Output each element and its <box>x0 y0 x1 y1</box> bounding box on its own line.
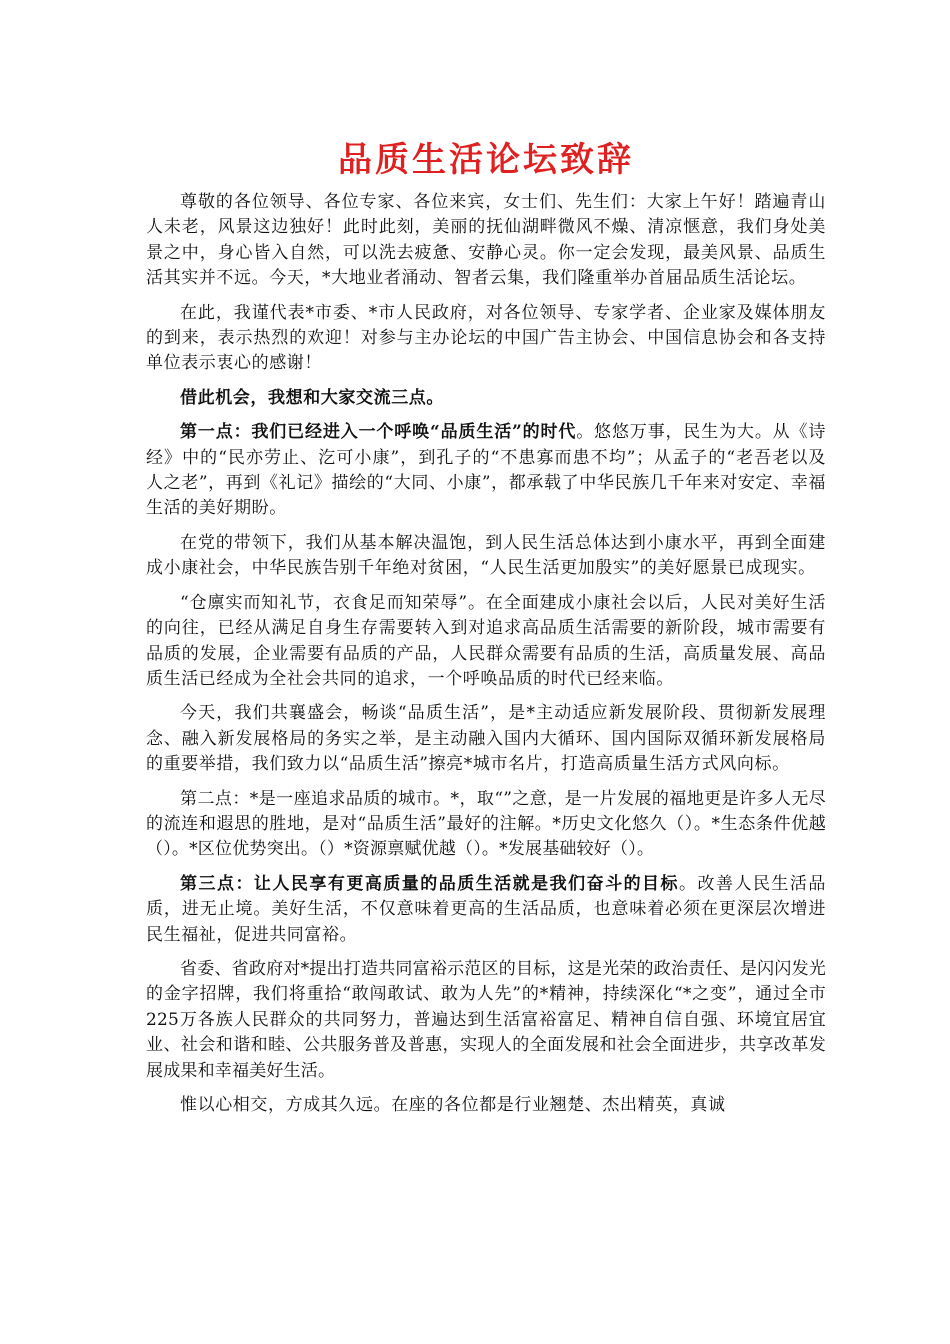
paragraph-point-two <box>146 787 826 863</box>
paragraph-text: 。改善人民生活品质，进无止境。美好生活，不仅意味着更高的生活品质，也意味着必须在更深层次增进民生福祉，促进共同富裕。 <box>146 873 826 945</box>
paragraph-text: 。悠悠万事，民生为大。从《诗经》中的“民亦劳止、汔可小康”，到孔子的“不患寡而患不均”；从孟子的“老吾老以及人之老”，再到《礼记》描绘的“大同、小康”，都承载了中华民族几千年来对安定、幸福生活的美好期盼。 <box>146 422 826 519</box>
paragraph-text: 惟以心相交，方成其久远。在座的各位都是行业翘楚、杰出精英，真诚 <box>180 1095 726 1115</box>
paragraph-text: 在此，我谨代表*市委、*市人民政府，对各位领导、专家学者、企业家及媒体朋友的到来，表示热烈的欢迎！对参与主办论坛的中国广告主协会、中国信息协会和各支持单位表示衷心的感谢！ <box>146 302 826 374</box>
paragraph-text: “仓廪实而知礼节，衣食足而知荣辱”。在全面建成小康社会以后，人民对美好生活的向往，已经从满足自身生存需要转入到对追求高品质生活需要的新阶段，城市需要有品质的发展，企业需要有品质的产品，人民群众需要有品质的生活，高质量发展、高品质生活已经成为全社会共同的追求，一个呼唤品质的时代已经来临。 <box>146 592 826 689</box>
paragraph-text: 省委、省政府对*提出打造共同富裕示范区的目标，这是光荣的政治责任、是闪闪发光的金字招牌，我们将重拾“敢闯敢试、敢为人先”的*精神，持续深化“*之变”，通过全市225万各族人民群众的共同努力，普遍达到生活富裕富足、精神自信自强、环境宜居宜业、社会和谐和睦、公共服务普及普惠，实现人的全面发展和社会全面进步，共享改革发展成果和幸福美好生活。 <box>146 958 826 1081</box>
document-page <box>146 138 826 1127</box>
paragraph-common-prosperity <box>146 957 826 1084</box>
paragraph-text: 尊敬的各位领导、各位专家、各位来宾，女士们、先生们：大家上午好！踏遍青山人未老，风景这边独好！此时此刻，美丽的抚仙湖畔微风不燥、清凉惬意，我们身处美景之中，身心皆入自然，可以洗去疲惫、安静心灵。你一定会发现，最美风景、品质生活其实并不远。今天，*大地业者涌动、智者云集，我们隆重举办首届品质生活论坛。 <box>146 192 826 289</box>
paragraph-text: 在党的带领下，我们从基本解决温饱，到人民生活总体达到小康水平，再到全面建成小康社会，中华民族告别千年绝对贫困，“人民生活更加殷实”的美好愿景已成现实。 <box>146 532 826 579</box>
paragraph-welcome <box>146 301 826 377</box>
paragraph-party-leadership <box>146 531 826 582</box>
document-title: 品质生活论坛致辞 <box>338 140 634 180</box>
paragraph-lead: 第一点：我们已经进入一个呼唤“品质生活”的时代 <box>180 422 577 443</box>
paragraph-lead: 借此机会，我想和大家交流三点。 <box>180 387 444 408</box>
paragraph-lead: 第三点：让人民享有更高质量的品质生活就是我们奋斗的目标 <box>180 873 680 894</box>
paragraph-text: 今天，我们共襄盛会，畅谈“品质生活”，是*主动适应新发展阶段、贯彻新发展理念、融入新发展格局的务实之举，是主动融入国内大循环、国内国际双循环新发展格局的重要举措，我们致力以“品质生活”擦亮*城市名片，打造高质量生活方式风向标。 <box>146 703 826 775</box>
paragraph-closing <box>146 1093 826 1118</box>
paragraph-today-forum <box>146 701 826 777</box>
paragraph-greeting <box>146 190 826 292</box>
paragraph-point-one <box>146 420 826 522</box>
paragraph-quality-era <box>146 591 826 693</box>
paragraph-point-three <box>146 872 826 948</box>
paragraph-text: 第二点：*是一座追求品质的城市。*，取“”之意，是一片发展的福地更是许多人无尽的流连和遐思的胜地，是对“品质生活”最好的注解。*历史文化悠久（）。*生态条件优越（）。*区位优势突出。（）*资源禀赋优越（）。*发展基础较好（）。 <box>146 788 826 860</box>
paragraph-intro-three-points <box>146 386 826 411</box>
